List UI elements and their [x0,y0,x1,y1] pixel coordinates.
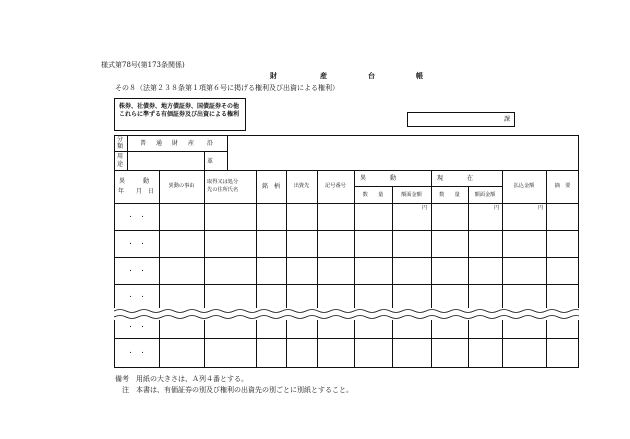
row-divider-class [114,151,227,152]
col-line-label [127,135,128,170]
row-date-4: ・ ・ [127,294,146,301]
row-line-2 [114,257,579,258]
col-header-current-group: 現 在 [437,175,474,182]
col-line-1 [159,170,160,368]
unit-yen-current-face: 円 [494,205,500,211]
col-line-3 [256,170,257,368]
classification-label-1: 分 [117,136,124,143]
col-header-symbol-number: 記号番号 [325,183,346,189]
subtitle: その８（法第２３８条第１項第６号に掲げる権利及び出資による権利） [115,84,339,92]
col-line-5 [317,170,318,368]
col-header-paid-amount: 払込金額 [513,183,535,189]
col-line-6 [354,170,355,368]
col-line-8 [431,170,432,368]
row-date-3: ・ ・ [127,268,146,275]
col-header-change-date-bottom: 年 月 日 [118,188,155,195]
col-header-summary: 摘 要 [554,183,571,189]
col-header-change-reason: 異動の事由 [168,183,195,189]
classification-label-2: 類 [117,143,124,150]
category-label: 株券、社債券、地方債証券、国債証券その他これらに準ずる有価証券及び出資による権利 [119,103,240,118]
unit-yen-change-face: 円 [422,205,428,211]
col-header-change-date-top: 異 動 [119,178,150,185]
col-line-10 [502,170,503,368]
col-line-11 [546,170,547,368]
col-header-change-face-value: 額面金額 [401,192,422,198]
row-date-1: ・ ・ [127,214,146,221]
table-break-marker [114,308,579,320]
usage-label-1: 用 [117,153,124,160]
form-number: 様式第78号(第173条関係) [101,61,185,69]
category-box [114,98,246,131]
col-header-brand: 銘 柄 [261,183,280,190]
title-char-3: 台 [368,71,375,80]
group-divider [354,186,502,187]
col-header-acquisition-1: 取得又は処分 [207,179,239,185]
col-line-9 [468,186,469,368]
row-divider-usage [114,170,579,171]
row-date-5: ・ ・ [127,324,146,331]
col-header-change-quantity: 数 量 [362,192,384,198]
col-header-current-face-value: 額面金額 [474,192,496,198]
unit-yen-paid: 円 [538,205,544,211]
history-label-2: 革 [207,158,214,165]
col-header-change-group: 異 動 [360,175,397,182]
col-header-current-quantity: 数 量 [439,192,460,198]
row-date-2: ・ ・ [127,241,146,248]
col-line-4 [286,170,287,368]
col-line-usage [204,151,205,170]
section-label: 課 [504,116,511,123]
col-header-investee: 出資先 [293,183,310,189]
row-line-3 [114,284,579,285]
row-line-5 [114,338,579,339]
note-paper-size: 備考 用紙の大きさは、Ａ列４番とする。 [115,375,248,383]
col-line-7 [392,186,393,368]
history-label-1: 沿 [207,140,214,147]
classification-value: 普 通 財 産 [140,140,197,147]
col-line-history [227,135,228,170]
title-char-2: 産 [320,71,327,80]
title-char-4: 帳 [416,71,423,80]
usage-label-2: 途 [117,161,124,168]
col-line-2 [204,170,205,368]
title-char-1: 財 [270,71,277,80]
note-separate-sheet: 注 本書は、有価証券の別及び権利の出資先の別ごとに別紙とすること。 [122,386,353,394]
col-header-acquisition-2: 先の住所氏名 [207,187,239,193]
header-bottom [114,203,579,204]
row-line-1 [114,230,579,231]
section-box [407,112,515,127]
row-date-6: ・ ・ [127,350,146,357]
